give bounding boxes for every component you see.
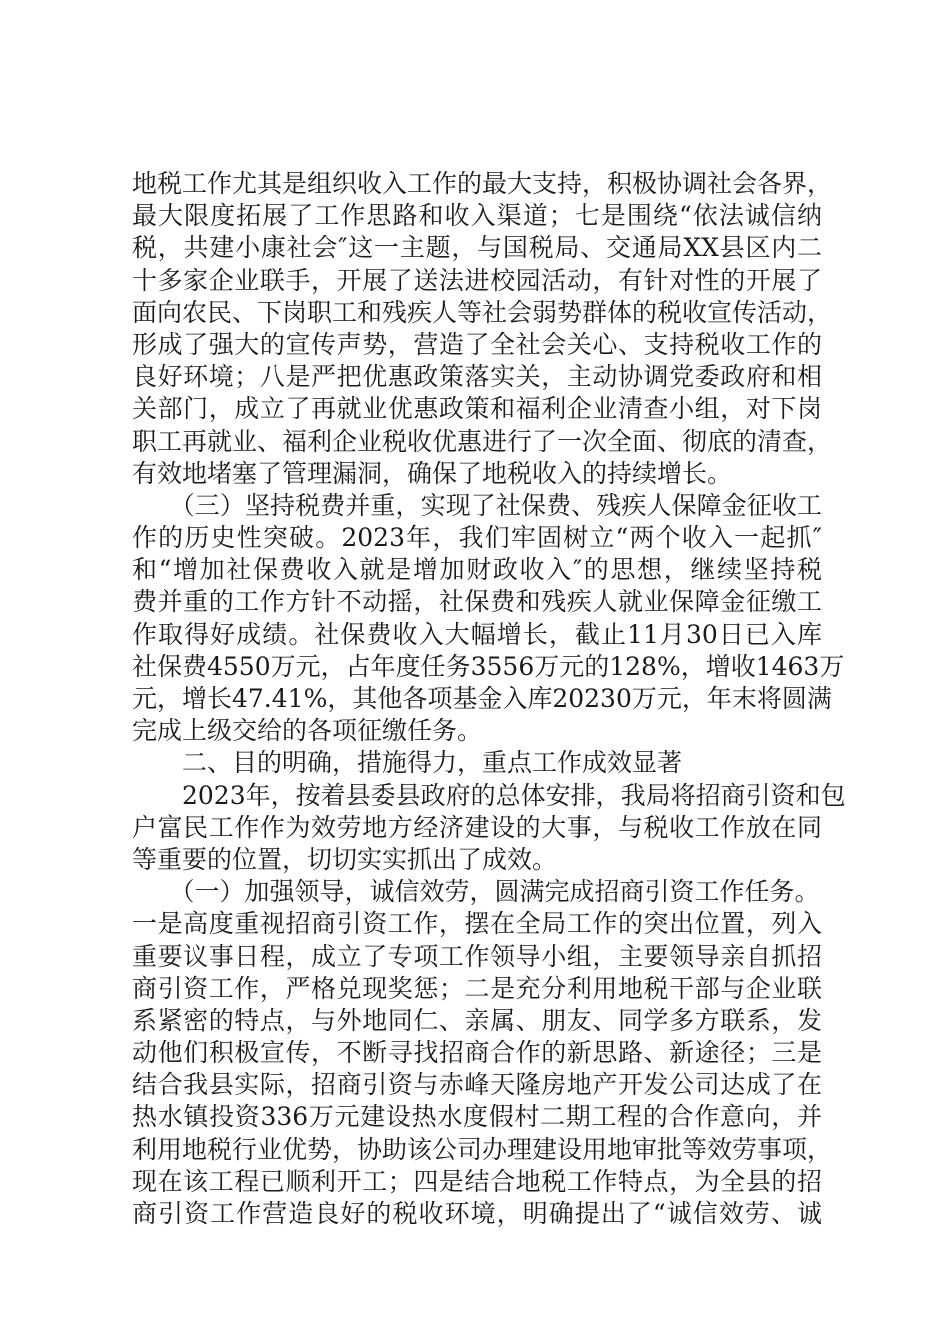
- text-line: 最大限度拓展了工作思路和收入渠道；七是围绕“依法诚信纳: [132, 201, 822, 231]
- text-line: 地税工作尤其是组织收入工作的最大支持，积极协调社会各界，: [132, 169, 833, 198]
- text-line: 完成上级交给的各项征缴任务。: [132, 716, 483, 746]
- text-line: 热水镇投资336万元建设热水度假村二期工程的合作意向，并: [132, 1102, 822, 1132]
- text-line: 面向农民、下岗职工和残疾人等社会弱势群体的税收宣传活动，: [132, 297, 833, 327]
- section-heading: 二、目的明确，措施得力，重点工作成效显著: [132, 748, 683, 778]
- text-line: 商引资工作营造良好的税收环境，明确提出了“诚信效劳、诚: [132, 1199, 822, 1228]
- text-line: 商引资工作，严格兑现奖惩；二是充分利用地税干部与企业联: [132, 973, 822, 1003]
- text-line: 一是高度重视招商引资工作，摆在全局工作的突出位置，列入: [132, 909, 822, 939]
- text-line: 户富民工作作为效劳地方经济建设的大事，与税收工作放在同: [132, 812, 822, 842]
- text-line: 税，共建小康社会″这一主题，与国税局、交通局XX县区内二: [132, 233, 822, 263]
- text-line: 系紧密的特点，与外地同仁、亲属、朋友、同学多方联系，发: [132, 1005, 822, 1035]
- text-line: 动他们积极宣传，不断寻找招商合作的新思路、新途径；三是: [132, 1038, 822, 1068]
- text-line: 形成了强大的宣传声势，营造了全社会关心、支持税收工作的: [132, 329, 822, 359]
- text-line: 作的历史性突破。2023年，我们牢固树立“两个收入一起抓″: [132, 523, 822, 553]
- text-line: 利用地税行业优势，协助该公司办理建设用地审批等效劳事项，: [132, 1134, 833, 1164]
- document-body: [132, 168, 846, 1230]
- text-line: 职工再就业、福利企业税收优惠进行了一次全面、彻底的清查，: [132, 426, 833, 456]
- text-line: 作取得好成绩。社保费收入大幅增长，截止11月30日已入库: [132, 619, 822, 649]
- text-line: 重要议事日程，成立了专项工作领导小组，主要领导亲自抓招: [132, 941, 822, 971]
- text-line: （一）加强领导，诚信效劳，圆满完成招商引资工作任务。: [132, 877, 820, 907]
- text-line: 社保费4550万元，占年度任务3556万元的128%，增收1463万: [132, 651, 845, 681]
- text-line: 元，增长47.41%，其他各项基金入库20230万元，年末将圆满: [132, 684, 832, 713]
- text-line: 十多家企业联手，开展了送法进校园活动，有针对性的开展了: [132, 265, 822, 295]
- text-line: 结合我县实际，招商引资与赤峰天隆房地产开发公司达成了在: [132, 1070, 822, 1100]
- text-line: 2023年，按着县委县政府的总体安排，我局将招商引资和包: [132, 780, 846, 810]
- text-line: 等重要的位置，切切实实抓出了成效。: [132, 844, 558, 874]
- text-line: 有效地堵塞了管理漏洞，确保了地税收入的持续增长。: [132, 458, 733, 488]
- text-line: 现在该工程已顺利开工；四是结合地税工作特点，为全县的招: [132, 1166, 822, 1196]
- text-line: 关部门，成立了再就业优惠政策和福利企业清查小组，对下岗: [132, 394, 822, 424]
- text-line: 良好环境；八是严把优惠政策落实关，主动协调党委政府和相: [132, 362, 822, 392]
- text-line: 和“增加社保费收入就是增加财政收入″的思想，继续坚持税: [132, 555, 822, 585]
- text-line: （三）坚持税费并重，实现了社保费、残疾人保障金征收工: [132, 490, 822, 520]
- text-line: 费并重的工作方针不动摇，社保费和残疾人就业保障金征缴工: [132, 587, 822, 617]
